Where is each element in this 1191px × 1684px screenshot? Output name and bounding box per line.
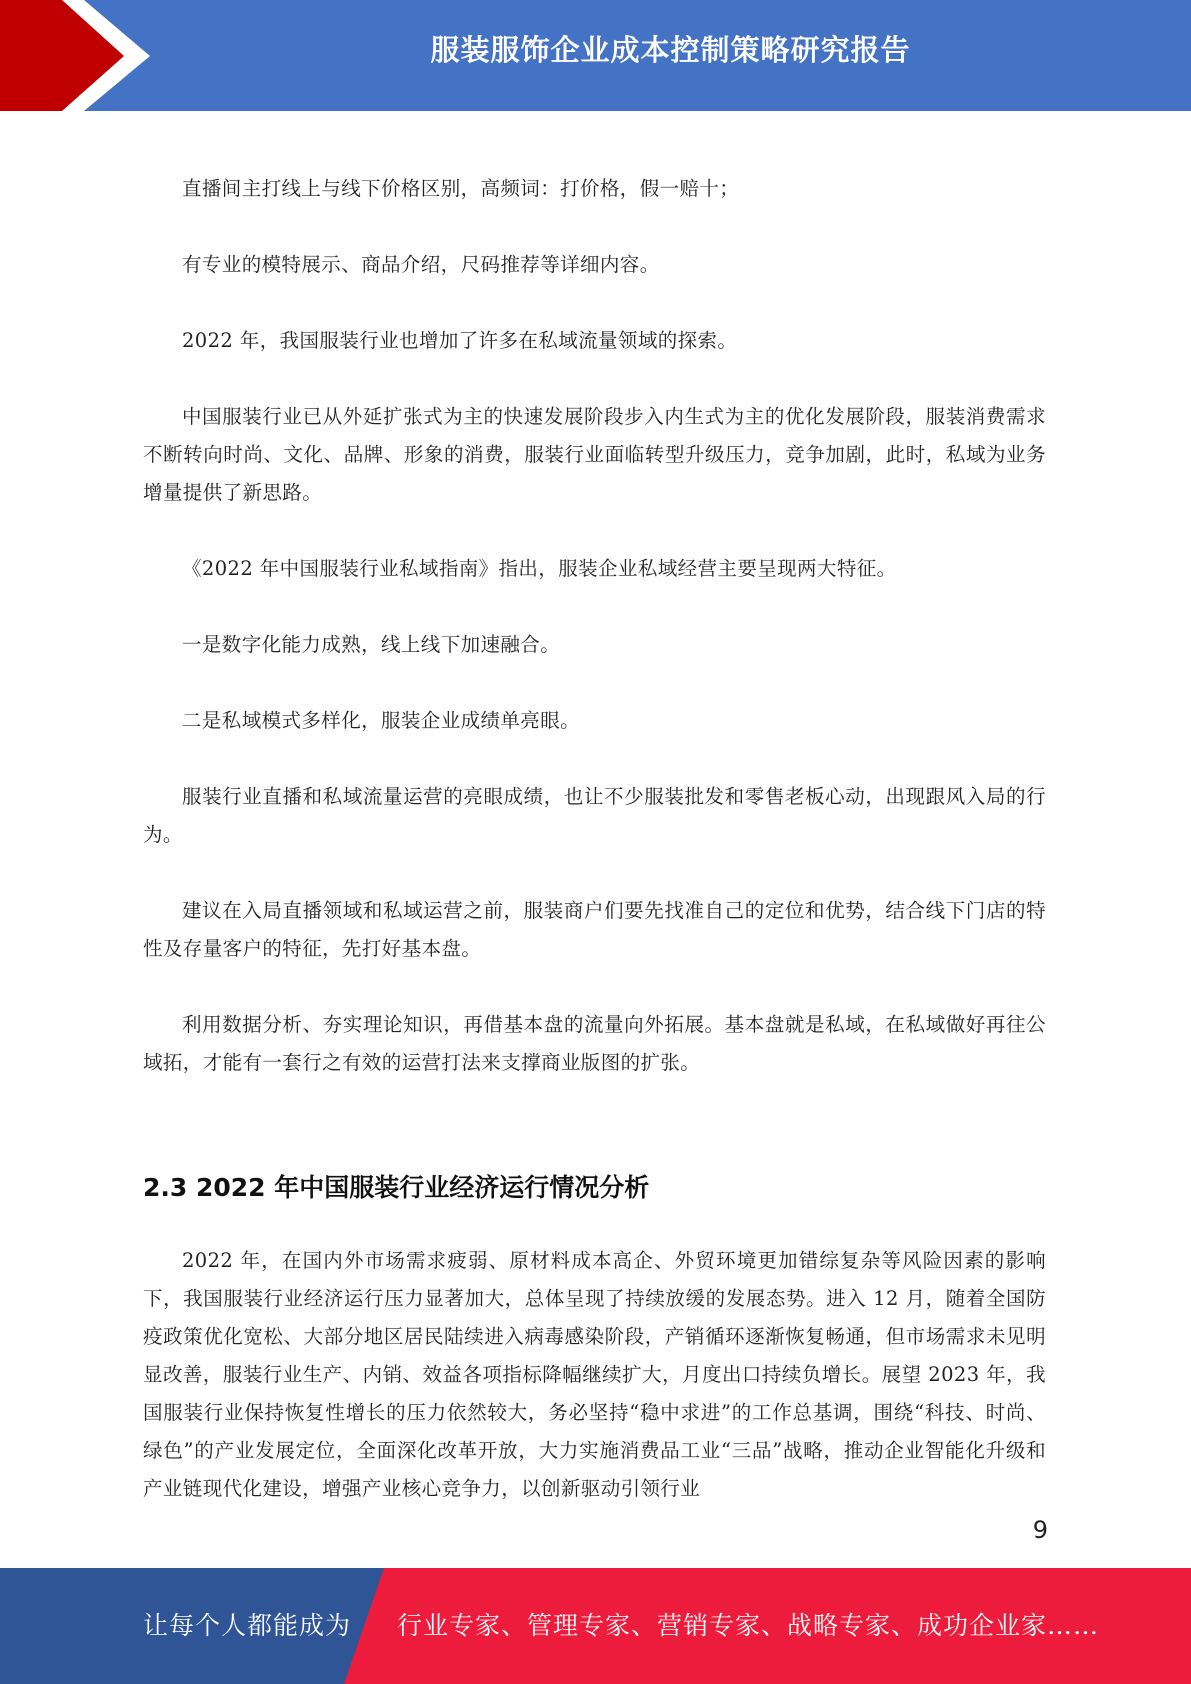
paragraph: 2022 年，在国内外市场需求疲弱、原材料成本高企、外贸环境更加错综复杂等风险因素的影响下，我国服装行业经济运行压力显著加大，总体呈现了持续放缓的发展态势。进入 12 月，随着全国防疫政策优化宽松、大部分地区居民陆续进入病毒感染阶段，产销循环逐渐恢复畅通，但市场需求未见明显改善，服装行业生产、内销、效益各项指标降幅继续扩大，月度出口持续负增长。展望 2023 年，我国服装行业保持恢复性增长的压力依然较大，务必坚持“稳中求进”的工作总基调，围绕“科技、时尚、绿色”的产业发展定位，全面深化改革开放，大力实施消费品工业“三品”战略，推动企业智能化升级和产业链现代化建设，增强产业核心竞争力，以创新驱动引领行业 [143,1249,1046,1500]
paragraph: 一是数字化能力成熟，线上线下加速融合。 [182,633,561,656]
paragraph: 2022 年，我国服装行业也增加了许多在私域流量领域的探索。 [182,329,738,352]
paragraph: 《2022 年中国服装行业私域指南》指出，服装企业私域经营主要呈现两大特征。 [182,557,897,580]
report-title: 服装服饰企业成本控制策略研究报告 [430,33,911,67]
paragraph: 中国服装行业已从外延扩张式为主的快速发展阶段步入内生式为主的优化发展阶段，服装消费需求不断转向时尚、文化、品牌、形象的消费，服装行业面临转型升级压力，竞争加剧，此时，私域为业务增量提供了新思路。 [143,405,1046,504]
section-body [143,1242,1046,1508]
body-text [143,170,1046,1082]
paragraph: 服装行业直播和私域流量运营的亮眼成绩，也让不少服装批发和零售老板心动，出现跟风入局的行为。 [143,785,1046,846]
paragraph: 利用数据分析、夯实理论知识，再借基本盘的流量向外拓展。基本盘就是私域，在私域做好再往公域拓，才能有一套行之有效的运营打法来支撑商业版图的扩张。 [143,1013,1046,1074]
page-number: 9 [1032,1516,1048,1544]
footer-slogan-left: 让每个人都能成为 [143,1611,352,1640]
paragraph: 二是私域模式多样化，服装企业成绩单亮眼。 [182,709,581,732]
page-footer [0,1568,1191,1684]
page-header [0,0,1191,111]
paragraph: 直播间主打线上与线下价格区别，高频词：打价格，假一赔十； [182,177,740,200]
footer-slogan-right: 行业专家、管理专家、营销专家、战略专家、成功企业家…… [397,1611,1100,1640]
paragraph: 有专业的模特展示、商品介绍，尺码推荐等详细内容。 [182,253,660,276]
section-heading: 2.3 2022 年中国服装行业经济运行情况分析 [143,1173,650,1202]
paragraph: 建议在入局直播领域和私域运营之前，服装商户们要先找准自己的定位和优势，结合线下门店的特性及存量客户的特征，先打好基本盘。 [143,899,1046,960]
